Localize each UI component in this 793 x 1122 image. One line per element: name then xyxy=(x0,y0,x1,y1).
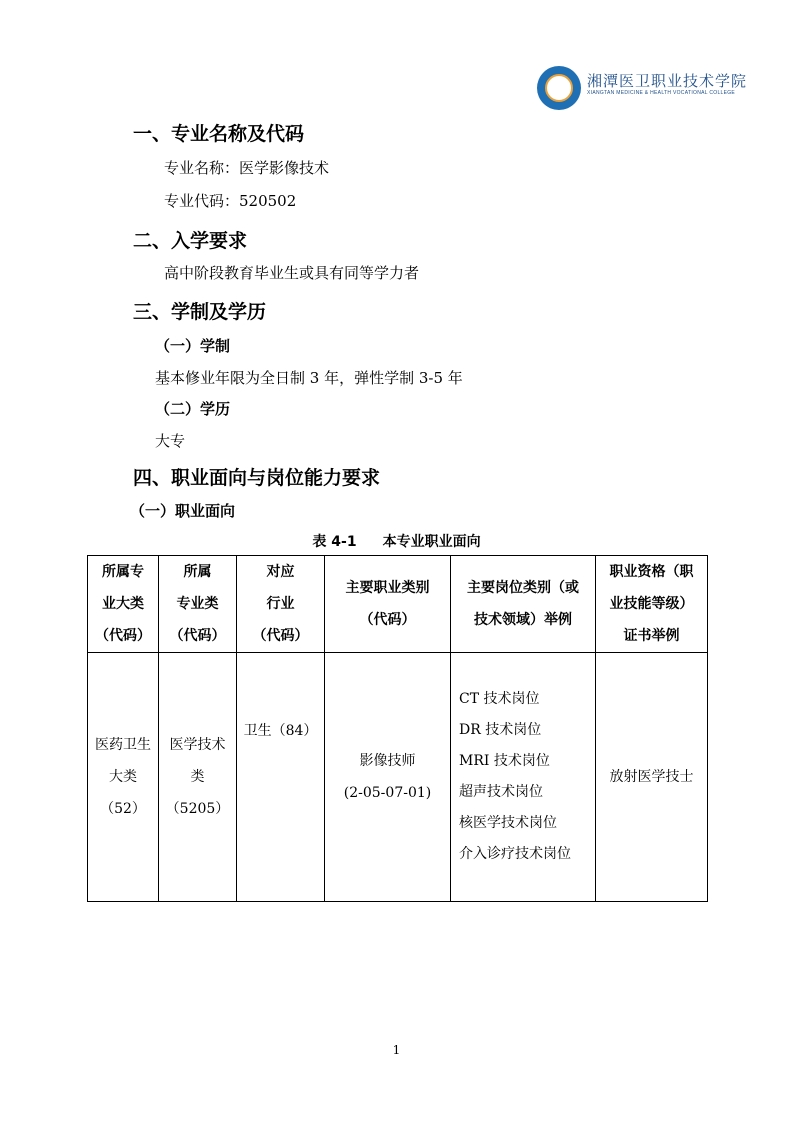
table-caption-number: 表 4-1 xyxy=(312,534,357,550)
schooling-subheading: （一）学制 xyxy=(155,337,231,355)
header-major-class: 所属 专业类 （代码） xyxy=(159,556,237,653)
major-code-line: 专业代码：520502 xyxy=(164,192,297,210)
post-item: 超声技术岗位 xyxy=(459,784,543,800)
cell-occupation: 影像技师 (2-05-07-01) xyxy=(325,653,451,902)
college-logo xyxy=(537,66,748,114)
post-item: DR 技术岗位 xyxy=(459,722,542,738)
major-name-line: 专业名称：医学影像技术 xyxy=(164,159,330,177)
cell-major-class: 医学技术 类（5205） xyxy=(159,653,237,902)
cell-certificate: 放射医学技士 xyxy=(596,653,708,902)
schooling-body: 基本修业年限为全日制 3 年，弹性学制 3-5 年 xyxy=(155,369,463,387)
college-name: 湘潭医卫职业技术学院 xyxy=(587,72,748,90)
header-industry: 对应 行业 （代码） xyxy=(237,556,325,653)
post-item: 核医学技术岗位 xyxy=(459,815,557,831)
admission-requirement: 高中阶段教育毕业生或具有同等学力者 xyxy=(164,264,420,282)
table-header-row xyxy=(88,556,708,653)
header-occupation: 主要职业类别 （代码） xyxy=(325,556,451,653)
cell-industry: 卫生（84） xyxy=(237,653,325,902)
page-number: 1 xyxy=(392,1043,401,1057)
career-orientation-subheading: （一）职业面向 xyxy=(130,502,236,520)
post-item: 介入诊疗技术岗位 xyxy=(459,846,571,862)
table-caption-title: 本专业职业面向 xyxy=(382,534,481,550)
section-1-heading: 一、专业名称及代码 xyxy=(133,123,305,145)
section-4-heading: 四、职业面向与岗位能力要求 xyxy=(133,467,381,489)
cell-category: 医药卫生 大类（52） xyxy=(88,653,159,902)
college-english-name: XIANGTAN MEDICINE & HEALTH VOCATIONAL COLLEGE xyxy=(587,90,736,96)
college-emblem-icon xyxy=(537,66,581,110)
table-row xyxy=(88,653,708,902)
cell-posts xyxy=(451,653,596,902)
header-posts: 主要岗位类别（或 技术领域）举例 xyxy=(451,556,596,653)
degree-body: 大专 xyxy=(155,432,186,450)
post-item: CT 技术岗位 xyxy=(459,691,540,707)
career-orientation-table xyxy=(87,555,708,902)
section-2-heading: 二、入学要求 xyxy=(133,230,248,252)
section-3-heading: 三、学制及学历 xyxy=(133,301,267,323)
header-category: 所属专 业大类 （代码） xyxy=(88,556,159,653)
table-caption xyxy=(0,531,793,551)
post-item: MRI 技术岗位 xyxy=(459,753,550,769)
header-certificate: 职业资格（职 业技能等级） 证书举例 xyxy=(596,556,708,653)
degree-subheading: （二）学历 xyxy=(155,400,231,418)
